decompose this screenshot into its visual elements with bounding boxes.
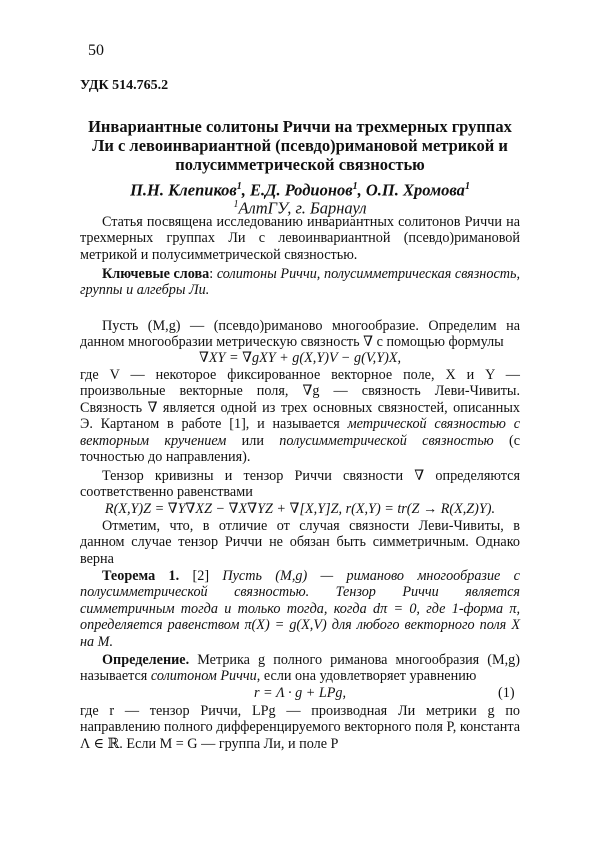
abstract: Статья посвящена исследованию инвариантных солитонов Риччи на трехмерных группах Ли с левоинвариантной (псевдо)римановой метрикой и полусимметрической связностью.	[80, 214, 520, 263]
author-affil-mark: 1	[464, 181, 470, 192]
keywords-colon: :	[209, 266, 214, 282]
emphasis-term: полусимметрической связностью	[279, 432, 494, 449]
definition	[80, 652, 520, 685]
paragraph: где r — тензор Риччи, LPg — производная Ли метрики g по направлению полного дифференцируемого векторного поля P, константа Λ ∈ ℝ. Если M = G — группа Ли, и поле P	[80, 703, 520, 752]
formula-connection: ∇XY = ∇gXY + g(X,Y)V − g(V,Y)X,	[198, 350, 402, 366]
paper-title: Инвариантные солитоны Риччи на трехмерных группах Ли с левоинвариантной (псевдо)римановой метрикой и полусимметрической связностью	[88, 117, 512, 174]
definition-text: , если она удовлетворяет уравнению	[256, 668, 477, 685]
definition-text: Метрика g полного риманова многообразия (M,g) называется	[80, 652, 520, 685]
definition-term: солитоном Риччи	[150, 668, 257, 685]
theorem-reference: [2]	[179, 568, 223, 584]
keywords-label: Ключевые слова	[102, 266, 210, 282]
paragraph: Отметим, что, в отличие от случая связности Леви-Чивиты, в данном случае тензор Риччи не обязан быть симметричным. Однако верна	[80, 518, 520, 567]
keywords-text: солитоны Риччи, полусимметрическая связность, группы и алгебры Ли.	[80, 266, 520, 299]
affiliation-text: АлтГУ, г. Барнаул	[238, 198, 367, 218]
theorem-1	[80, 568, 520, 650]
paragraph: Пусть (M,g) — (псевдо)риманово многообразие. Определим на данном многообразии метрическую связность ∇ с помощью формулы	[80, 318, 520, 351]
theorem-label: Теорема 1.	[102, 568, 180, 584]
author-affil-mark: 1	[352, 181, 358, 192]
author-separator: ,	[357, 180, 366, 200]
theorem-text: Пусть (M,g) — риманово многообразие с полусимметрической связностью. Тензор Риччи является симметричным тогда и только тогда, когда dπ = 0, где 1-форма π, определяется равенством π(X) = g(X,V) для любого векторного поля X на M.	[80, 568, 520, 650]
author-separator: ,	[241, 180, 251, 200]
udk-code: УДК 514.765.2	[80, 78, 169, 93]
page-number: 50	[88, 42, 104, 59]
affiliation-mark: 1	[233, 199, 239, 210]
paragraph-text: или	[226, 432, 280, 449]
equation-number: (1)	[498, 685, 515, 701]
formula-curvature: R(X,Y)Z = ∇Y∇XZ − ∇X∇YZ + ∇[X,Y]Z, r(X,Y) = tr(Z → R(X,Z)Y).	[104, 501, 496, 517]
author-name: П.Н. Клепиков	[130, 180, 237, 200]
formula-ricci-soliton: r = Λ · g + LPg,	[253, 685, 347, 701]
author-affil-mark: 1	[236, 181, 242, 192]
paragraph-text: где V — некоторое фиксированное векторное поле, X и Y — произвольные векторные поля, ∇g — связность Леви-Чивиты. Связность ∇ является одной из трех основных связностей, описанных Э. Картаном в работе [1], и называется	[80, 367, 520, 433]
paragraph-text: (с точностью до направления).	[80, 432, 521, 466]
definition-label: Определение.	[102, 652, 190, 668]
paragraph	[80, 367, 520, 465]
keywords	[80, 266, 520, 299]
emphasis-term: метрической связностью с векторным кручением	[80, 416, 521, 449]
author-name: Е.Д. Родионов	[250, 180, 353, 200]
author-name: О.П. Хромова	[365, 180, 465, 200]
paragraph: Тензор кривизны и тензор Риччи связности ∇ определяются соответственно равенствами	[80, 468, 520, 501]
